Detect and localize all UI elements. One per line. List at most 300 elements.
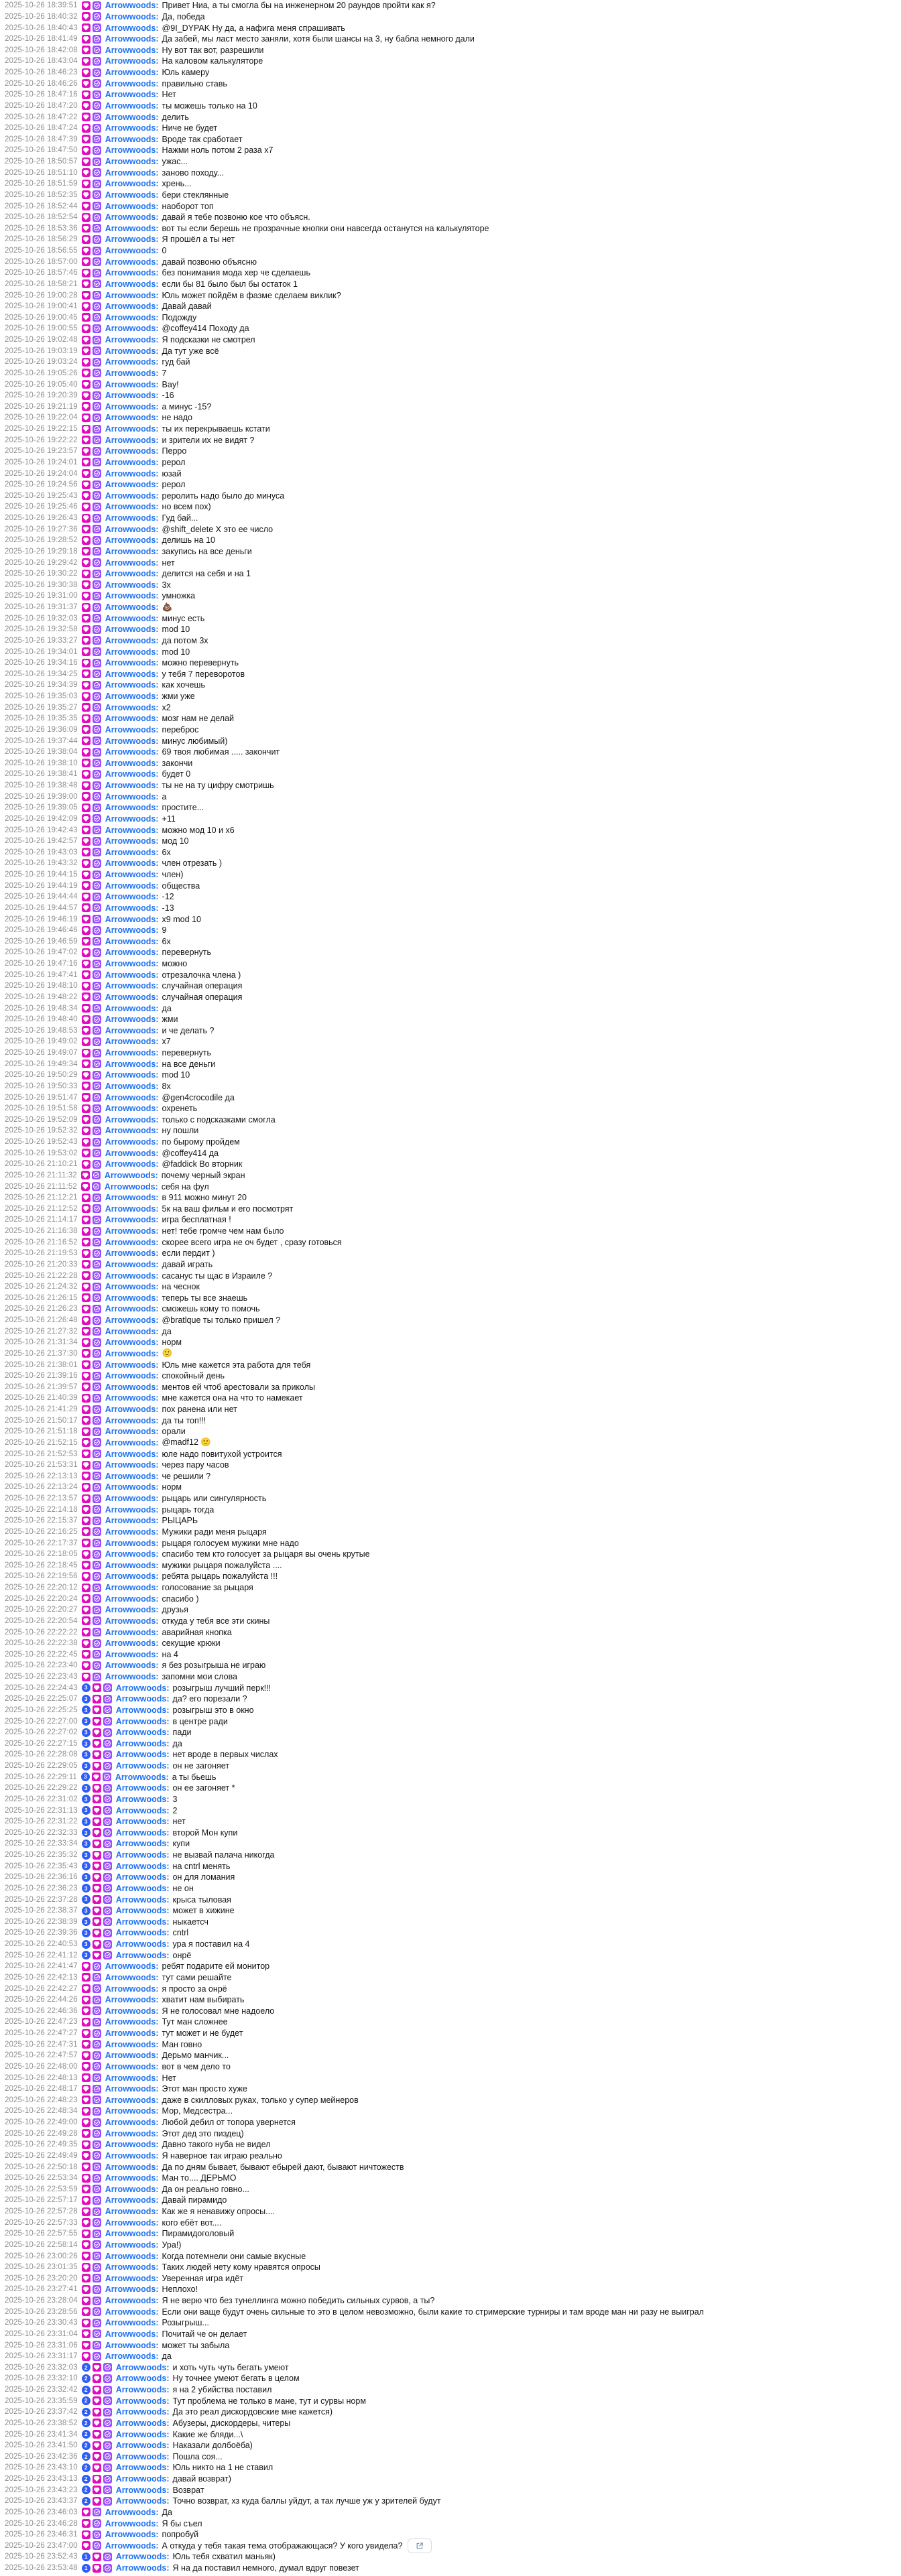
verified-badge[interactable] bbox=[93, 2240, 101, 2249]
username[interactable]: Arrowwoods: bbox=[105, 591, 159, 601]
subscriber-badge[interactable] bbox=[82, 837, 91, 846]
subscriber-badge[interactable] bbox=[93, 1940, 101, 1949]
verified-badge[interactable] bbox=[93, 2051, 101, 2060]
subscriber-badge[interactable] bbox=[82, 1360, 91, 1369]
username[interactable]: Arrowwoods: bbox=[115, 1827, 170, 1838]
verified-badge[interactable] bbox=[93, 380, 101, 389]
verified-badge[interactable] bbox=[93, 1616, 101, 1625]
gift-leader-badge[interactable]: 2 bbox=[82, 2463, 91, 2472]
verified-badge[interactable] bbox=[93, 536, 101, 545]
verified-badge[interactable] bbox=[93, 90, 101, 99]
username[interactable]: Arrowwoods: bbox=[105, 157, 159, 167]
username[interactable]: Arrowwoods: bbox=[105, 847, 159, 857]
verified-badge[interactable] bbox=[93, 2085, 101, 2094]
subscriber-badge[interactable] bbox=[82, 1405, 91, 1414]
subscriber-badge[interactable] bbox=[82, 1115, 91, 1124]
verified-badge[interactable] bbox=[93, 135, 101, 143]
verified-badge[interactable] bbox=[93, 1372, 101, 1380]
subscriber-badge[interactable] bbox=[82, 1527, 91, 1536]
verified-badge[interactable] bbox=[93, 2140, 101, 2149]
gift-leader-badge[interactable]: 3 bbox=[82, 1705, 91, 1714]
verified-badge[interactable] bbox=[93, 2519, 101, 2528]
username[interactable]: Arrowwoods: bbox=[105, 1616, 159, 1626]
username[interactable]: Arrowwoods: bbox=[105, 2251, 159, 2261]
subscriber-badge[interactable] bbox=[82, 2096, 91, 2104]
username[interactable]: Arrowwoods: bbox=[105, 1371, 159, 1381]
verified-badge[interactable] bbox=[93, 982, 101, 990]
subscriber-badge[interactable] bbox=[82, 558, 91, 567]
subscriber-badge[interactable] bbox=[82, 2252, 91, 2260]
verified-badge[interactable] bbox=[103, 1828, 112, 1837]
username[interactable]: Arrowwoods: bbox=[105, 257, 159, 267]
verified-badge[interactable] bbox=[93, 202, 101, 210]
subscriber-badge[interactable] bbox=[82, 190, 91, 199]
subscriber-badge[interactable] bbox=[93, 1951, 101, 1959]
subscriber-badge[interactable] bbox=[82, 146, 91, 155]
verified-badge[interactable] bbox=[103, 2408, 112, 2417]
username[interactable]: Arrowwoods: bbox=[105, 391, 159, 401]
username[interactable]: Arrowwoods: bbox=[105, 1527, 159, 1537]
username[interactable]: Arrowwoods: bbox=[105, 680, 159, 690]
subscriber-badge[interactable] bbox=[82, 992, 91, 1001]
username[interactable]: Arrowwoods: bbox=[105, 1237, 159, 1247]
subscriber-badge[interactable] bbox=[82, 636, 91, 645]
subscriber-badge[interactable] bbox=[92, 1773, 101, 1781]
username[interactable]: Arrowwoods: bbox=[105, 145, 159, 155]
username[interactable]: Arrowwoods: bbox=[105, 201, 159, 211]
verified-badge[interactable] bbox=[103, 1728, 112, 1737]
username[interactable]: Arrowwoods: bbox=[105, 814, 159, 824]
username[interactable]: Arrowwoods: bbox=[105, 2229, 159, 2239]
subscriber-badge[interactable] bbox=[82, 1260, 91, 1269]
username[interactable]: Arrowwoods: bbox=[115, 2407, 170, 2417]
subscriber-badge[interactable] bbox=[82, 2207, 91, 2216]
verified-badge[interactable] bbox=[93, 425, 101, 434]
verified-badge[interactable] bbox=[93, 1996, 101, 2004]
verified-badge[interactable] bbox=[103, 1717, 112, 1726]
username[interactable]: Arrowwoods: bbox=[105, 480, 159, 490]
username[interactable]: Arrowwoods: bbox=[105, 803, 159, 813]
subscriber-badge[interactable] bbox=[93, 2497, 101, 2506]
verified-badge[interactable] bbox=[103, 1683, 112, 1692]
verified-badge[interactable] bbox=[93, 514, 101, 523]
subscriber-badge[interactable] bbox=[82, 380, 91, 389]
username[interactable]: Arrowwoods: bbox=[105, 2329, 159, 2339]
verified-badge[interactable] bbox=[103, 1795, 112, 1803]
gift-leader-badge[interactable]: 3 bbox=[82, 1940, 91, 1949]
verified-badge[interactable] bbox=[93, 669, 101, 678]
username[interactable]: Arrowwoods: bbox=[115, 1950, 170, 1960]
subscriber-badge[interactable] bbox=[93, 1784, 101, 1793]
verified-badge[interactable] bbox=[93, 2307, 101, 2316]
subscriber-badge[interactable] bbox=[82, 903, 91, 912]
username[interactable]: Arrowwoods: bbox=[105, 2318, 159, 2328]
verified-badge[interactable] bbox=[103, 1705, 112, 1714]
subscriber-badge[interactable] bbox=[82, 180, 91, 188]
gift-leader-badge[interactable]: 2 bbox=[82, 2374, 91, 2383]
username[interactable]: Arrowwoods: bbox=[105, 2518, 159, 2528]
username[interactable]: Arrowwoods: bbox=[105, 870, 159, 880]
subscriber-badge[interactable] bbox=[82, 1628, 91, 1636]
gift-leader-badge[interactable]: 2 bbox=[82, 2486, 91, 2494]
subscriber-badge[interactable] bbox=[82, 2329, 91, 2338]
username[interactable]: Arrowwoods: bbox=[105, 45, 159, 55]
verified-badge[interactable] bbox=[93, 2263, 101, 2272]
username[interactable]: Arrowwoods: bbox=[115, 2418, 170, 2428]
verified-badge[interactable] bbox=[93, 402, 101, 411]
subscriber-badge[interactable] bbox=[93, 1806, 101, 1815]
verified-badge[interactable] bbox=[93, 2151, 101, 2160]
subscriber-badge[interactable] bbox=[81, 1171, 90, 1179]
verified-badge[interactable] bbox=[93, 2252, 101, 2260]
subscriber-badge[interactable] bbox=[82, 826, 91, 834]
username[interactable]: Arrowwoods: bbox=[115, 1683, 170, 1693]
subscriber-badge[interactable] bbox=[82, 1015, 91, 1024]
verified-badge[interactable] bbox=[93, 2073, 101, 2082]
username[interactable]: Arrowwoods: bbox=[115, 1716, 170, 1726]
verified-badge[interactable] bbox=[93, 603, 101, 612]
subscriber-badge[interactable] bbox=[82, 1650, 91, 1659]
subscriber-badge[interactable] bbox=[82, 692, 91, 701]
verified-badge[interactable] bbox=[93, 1416, 101, 1425]
subscriber-badge[interactable] bbox=[82, 1082, 91, 1090]
verified-badge[interactable] bbox=[93, 1349, 101, 1358]
username[interactable]: Arrowwoods: bbox=[105, 2340, 159, 2350]
username[interactable]: Arrowwoods: bbox=[105, 1326, 159, 1336]
verified-badge[interactable] bbox=[93, 1271, 101, 1280]
verified-badge[interactable] bbox=[103, 2419, 112, 2427]
subscriber-badge[interactable] bbox=[82, 447, 91, 456]
subscriber-badge[interactable] bbox=[93, 2475, 101, 2484]
subscriber-badge[interactable] bbox=[82, 101, 91, 110]
subscriber-badge[interactable] bbox=[82, 736, 91, 745]
subscriber-badge[interactable] bbox=[82, 1450, 91, 1458]
username[interactable]: Arrowwoods: bbox=[115, 2485, 170, 2495]
verified-badge[interactable] bbox=[103, 2452, 112, 2461]
subscriber-badge[interactable] bbox=[93, 2486, 101, 2494]
subscriber-badge[interactable] bbox=[82, 770, 91, 779]
gift-leader-badge[interactable]: 3 bbox=[82, 1828, 91, 1837]
username[interactable]: Arrowwoods: bbox=[105, 1504, 159, 1515]
verified-badge[interactable] bbox=[93, 703, 101, 712]
gift-leader-badge[interactable]: 3 bbox=[82, 1895, 91, 1904]
subscriber-badge[interactable] bbox=[82, 46, 91, 54]
gift-leader-badge[interactable]: 1 bbox=[82, 2553, 91, 2561]
username[interactable]: Arrowwoods: bbox=[105, 1338, 159, 1348]
subscriber-badge[interactable] bbox=[82, 1539, 91, 1547]
username[interactable]: Arrowwoods: bbox=[115, 1872, 170, 1882]
subscriber-badge[interactable] bbox=[82, 90, 91, 99]
verified-badge[interactable] bbox=[93, 792, 101, 801]
subscriber-badge[interactable] bbox=[82, 1673, 91, 1681]
subscriber-badge[interactable] bbox=[82, 759, 91, 767]
verified-badge[interactable] bbox=[93, 1584, 101, 1592]
verified-badge[interactable] bbox=[93, 224, 101, 233]
verified-badge[interactable] bbox=[93, 2207, 101, 2216]
subscriber-badge[interactable] bbox=[93, 1739, 101, 1748]
username[interactable]: Arrowwoods: bbox=[105, 413, 159, 423]
subscriber-badge[interactable] bbox=[82, 570, 91, 578]
username[interactable]: Arrowwoods: bbox=[115, 1694, 170, 1704]
verified-badge[interactable] bbox=[103, 2430, 112, 2439]
username[interactable]: Arrowwoods: bbox=[115, 1906, 170, 1916]
subscriber-badge[interactable] bbox=[82, 2263, 91, 2272]
username[interactable]: Arrowwoods: bbox=[115, 1850, 170, 1860]
verified-badge[interactable] bbox=[93, 625, 101, 634]
subscriber-badge[interactable] bbox=[82, 291, 91, 300]
username[interactable]: Arrowwoods: bbox=[105, 2240, 159, 2250]
subscriber-badge[interactable] bbox=[82, 1338, 91, 1347]
verified-badge[interactable] bbox=[103, 1917, 112, 1926]
username[interactable]: Arrowwoods: bbox=[115, 2563, 170, 2573]
username[interactable]: Arrowwoods: bbox=[105, 212, 159, 222]
username[interactable]: Arrowwoods: bbox=[105, 2028, 159, 2039]
username[interactable]: Arrowwoods: bbox=[105, 1360, 159, 1370]
subscriber-badge[interactable] bbox=[93, 2408, 101, 2417]
username[interactable]: Arrowwoods: bbox=[105, 491, 159, 501]
username[interactable]: Arrowwoods: bbox=[105, 168, 159, 178]
gift-leader-badge[interactable]: 3 bbox=[82, 1917, 91, 1926]
verified-badge[interactable] bbox=[93, 1260, 101, 1269]
verified-badge[interactable] bbox=[93, 803, 101, 812]
subscriber-badge[interactable] bbox=[82, 1494, 91, 1503]
subscriber-badge[interactable] bbox=[82, 1037, 91, 1046]
username[interactable]: Arrowwoods: bbox=[105, 1015, 159, 1025]
verified-badge[interactable] bbox=[93, 168, 101, 177]
verified-badge[interactable] bbox=[93, 1, 101, 10]
username[interactable]: Arrowwoods: bbox=[105, 981, 159, 991]
verified-badge[interactable] bbox=[93, 1973, 101, 1982]
username[interactable]: Arrowwoods: bbox=[105, 791, 159, 801]
subscriber-badge[interactable] bbox=[82, 79, 91, 88]
username[interactable]: Arrowwoods: bbox=[105, 2530, 159, 2540]
subscriber-badge[interactable] bbox=[82, 970, 91, 979]
subscriber-badge[interactable] bbox=[93, 2452, 101, 2461]
username[interactable]: Arrowwoods: bbox=[105, 1460, 159, 1470]
username[interactable]: Arrowwoods: bbox=[115, 1917, 170, 1927]
username[interactable]: Arrowwoods: bbox=[105, 1259, 159, 1269]
username[interactable]: Arrowwoods: bbox=[105, 2273, 159, 2283]
verified-badge[interactable] bbox=[103, 1840, 112, 1848]
subscriber-badge[interactable] bbox=[93, 1817, 101, 1826]
gift-leader-badge[interactable]: 3 bbox=[82, 1951, 91, 1959]
verified-badge[interactable] bbox=[103, 2463, 112, 2472]
verified-badge[interactable] bbox=[93, 1527, 101, 1536]
subscriber-badge[interactable] bbox=[82, 224, 91, 233]
subscriber-badge[interactable] bbox=[93, 1873, 101, 1882]
subscriber-badge[interactable] bbox=[82, 926, 91, 935]
subscriber-badge[interactable] bbox=[82, 2341, 91, 2349]
username[interactable]: Arrowwoods: bbox=[105, 78, 159, 88]
username[interactable]: Arrowwoods: bbox=[105, 1405, 159, 1415]
username[interactable]: Arrowwoods: bbox=[105, 279, 159, 289]
username[interactable]: Arrowwoods: bbox=[105, 1605, 159, 1615]
verified-badge[interactable] bbox=[93, 2096, 101, 2104]
verified-badge[interactable] bbox=[93, 1427, 101, 1436]
username[interactable]: Arrowwoods: bbox=[105, 1193, 159, 1203]
subscriber-badge[interactable] bbox=[82, 1616, 91, 1625]
subscriber-badge[interactable] bbox=[82, 458, 91, 466]
subscriber-badge[interactable] bbox=[82, 848, 91, 856]
verified-badge[interactable] bbox=[93, 614, 101, 623]
verified-badge[interactable] bbox=[103, 2386, 112, 2394]
subscriber-badge[interactable] bbox=[93, 1695, 101, 1703]
subscriber-badge[interactable] bbox=[82, 1126, 91, 1135]
username[interactable]: Arrowwoods: bbox=[105, 1126, 159, 1136]
username[interactable]: Arrowwoods: bbox=[115, 1761, 170, 1771]
verified-badge[interactable] bbox=[93, 1517, 101, 1525]
subscriber-badge[interactable] bbox=[82, 436, 91, 444]
username[interactable]: Arrowwoods: bbox=[105, 223, 159, 233]
verified-badge[interactable] bbox=[93, 291, 101, 300]
verified-badge[interactable] bbox=[103, 1929, 112, 1937]
username[interactable]: Arrowwoods: bbox=[105, 2540, 159, 2551]
subscriber-badge[interactable] bbox=[82, 1584, 91, 1592]
username[interactable]: Arrowwoods: bbox=[105, 2195, 159, 2205]
username[interactable]: Arrowwoods: bbox=[105, 68, 159, 78]
subscriber-badge[interactable] bbox=[82, 135, 91, 143]
subscriber-badge[interactable] bbox=[93, 1929, 101, 1937]
subscriber-badge[interactable] bbox=[82, 1071, 91, 1080]
subscriber-badge[interactable] bbox=[82, 113, 91, 121]
username[interactable]: Arrowwoods: bbox=[105, 858, 159, 868]
verified-badge[interactable] bbox=[93, 1450, 101, 1458]
verified-badge[interactable] bbox=[103, 1951, 112, 1959]
gift-leader-badge[interactable]: 3 bbox=[82, 1873, 91, 1882]
subscriber-badge[interactable] bbox=[82, 1517, 91, 1525]
verified-badge[interactable] bbox=[93, 1461, 101, 1470]
verified-badge[interactable] bbox=[103, 1895, 112, 1904]
username[interactable]: Arrowwoods: bbox=[105, 1025, 159, 1035]
username[interactable]: Arrowwoods: bbox=[105, 992, 159, 1002]
verified-badge[interactable] bbox=[93, 759, 101, 767]
verified-badge[interactable] bbox=[93, 213, 101, 222]
verified-badge[interactable] bbox=[103, 2396, 112, 2405]
verified-badge[interactable] bbox=[93, 2029, 101, 2038]
username[interactable]: Arrowwoods: bbox=[115, 1939, 170, 1949]
username[interactable]: Arrowwoods: bbox=[105, 524, 159, 534]
username[interactable]: Arrowwoods: bbox=[105, 580, 159, 590]
username[interactable]: Arrowwoods: bbox=[105, 1961, 159, 1972]
subscriber-badge[interactable] bbox=[82, 625, 91, 634]
subscriber-badge[interactable] bbox=[93, 1728, 101, 1737]
subscriber-badge[interactable] bbox=[82, 1327, 91, 1336]
subscriber-badge[interactable] bbox=[82, 1026, 91, 1035]
username[interactable]: Arrowwoods: bbox=[115, 1783, 170, 1793]
subscriber-badge[interactable] bbox=[82, 703, 91, 712]
subscriber-badge[interactable] bbox=[82, 659, 91, 667]
subscriber-badge[interactable] bbox=[82, 247, 91, 255]
gift-leader-badge[interactable]: 3 bbox=[82, 1717, 91, 1726]
subscriber-badge[interactable] bbox=[82, 202, 91, 210]
username[interactable]: Arrowwoods: bbox=[105, 1972, 159, 1982]
username[interactable]: Arrowwoods: bbox=[105, 892, 159, 902]
username[interactable]: Arrowwoods: bbox=[105, 1516, 159, 1526]
verified-badge[interactable] bbox=[93, 1539, 101, 1547]
subscriber-badge[interactable] bbox=[82, 2307, 91, 2316]
verified-badge[interactable] bbox=[93, 2185, 101, 2193]
subscriber-badge[interactable] bbox=[93, 1862, 101, 1870]
username[interactable]: Arrowwoods: bbox=[105, 23, 159, 33]
subscriber-badge[interactable] bbox=[82, 2051, 91, 2060]
subscriber-badge[interactable] bbox=[82, 279, 91, 288]
username[interactable]: Arrowwoods: bbox=[115, 1728, 170, 1738]
verified-badge[interactable] bbox=[93, 503, 101, 511]
verified-badge[interactable] bbox=[93, 2297, 101, 2305]
gift-leader-badge[interactable]: 3 bbox=[82, 1750, 91, 1759]
username[interactable]: Arrowwoods: bbox=[105, 1984, 159, 1994]
username[interactable]: Arrowwoods: bbox=[105, 1059, 159, 1069]
subscriber-badge[interactable] bbox=[82, 1316, 91, 1325]
verified-badge[interactable] bbox=[103, 2374, 112, 2383]
subscriber-badge[interactable] bbox=[82, 503, 91, 511]
username[interactable]: Arrowwoods: bbox=[105, 435, 159, 445]
verified-badge[interactable] bbox=[93, 1438, 101, 1447]
username[interactable]: Arrowwoods: bbox=[104, 1181, 158, 1192]
subscriber-badge[interactable] bbox=[93, 1717, 101, 1726]
username[interactable]: Arrowwoods: bbox=[105, 368, 159, 378]
gift-leader-badge[interactable]: 2 bbox=[82, 2419, 91, 2427]
subscriber-badge[interactable] bbox=[82, 580, 91, 589]
username[interactable]: Arrowwoods: bbox=[105, 401, 159, 411]
username[interactable]: Arrowwoods: bbox=[105, 468, 159, 478]
subscriber-badge[interactable] bbox=[82, 2240, 91, 2249]
subscriber-badge[interactable] bbox=[82, 2029, 91, 2038]
username[interactable]: Arrowwoods: bbox=[105, 558, 159, 568]
username[interactable]: Arrowwoods: bbox=[105, 190, 159, 200]
subscriber-badge[interactable] bbox=[82, 1561, 91, 1569]
verified-badge[interactable] bbox=[93, 1561, 101, 1569]
subscriber-badge[interactable] bbox=[82, 1, 91, 10]
verified-badge[interactable] bbox=[93, 1316, 101, 1325]
subscriber-badge[interactable] bbox=[82, 2129, 91, 2138]
verified-badge[interactable] bbox=[93, 1382, 101, 1391]
username[interactable]: Arrowwoods: bbox=[105, 1638, 159, 1649]
subscriber-badge[interactable] bbox=[82, 2163, 91, 2171]
subscriber-badge[interactable] bbox=[82, 881, 91, 890]
subscriber-badge[interactable] bbox=[82, 525, 91, 533]
verified-badge[interactable] bbox=[93, 1126, 101, 1135]
verified-badge[interactable] bbox=[93, 1483, 101, 1492]
username[interactable]: Arrowwoods: bbox=[105, 535, 159, 545]
subscriber-badge[interactable] bbox=[82, 57, 91, 66]
verified-badge[interactable] bbox=[93, 2040, 101, 2049]
username[interactable]: Arrowwoods: bbox=[115, 2552, 170, 2562]
username[interactable]: Arrowwoods: bbox=[105, 736, 159, 746]
verified-badge[interactable] bbox=[93, 1628, 101, 1636]
verified-badge[interactable] bbox=[93, 636, 101, 645]
username[interactable]: Arrowwoods: bbox=[115, 1794, 170, 1804]
username[interactable]: Arrowwoods: bbox=[105, 1571, 159, 1582]
username[interactable]: Arrowwoods: bbox=[105, 1070, 159, 1080]
verified-badge[interactable] bbox=[103, 1762, 112, 1770]
username[interactable]: Arrowwoods: bbox=[105, 2017, 159, 2027]
subscriber-badge[interactable] bbox=[93, 1884, 101, 1892]
subscriber-badge[interactable] bbox=[82, 1427, 91, 1436]
subscriber-badge[interactable] bbox=[82, 213, 91, 222]
username[interactable]: Arrowwoods: bbox=[105, 134, 159, 144]
subscriber-badge[interactable] bbox=[82, 614, 91, 623]
subscriber-badge[interactable] bbox=[82, 960, 91, 968]
subscriber-badge[interactable] bbox=[82, 35, 91, 44]
username[interactable]: Arrowwoods: bbox=[105, 1538, 159, 1548]
subscriber-badge[interactable] bbox=[93, 1762, 101, 1770]
verified-badge[interactable] bbox=[93, 681, 101, 690]
verified-badge[interactable] bbox=[93, 714, 101, 723]
subscriber-badge[interactable] bbox=[82, 2274, 91, 2282]
verified-badge[interactable] bbox=[93, 881, 101, 890]
subscriber-badge[interactable] bbox=[82, 1305, 91, 1313]
